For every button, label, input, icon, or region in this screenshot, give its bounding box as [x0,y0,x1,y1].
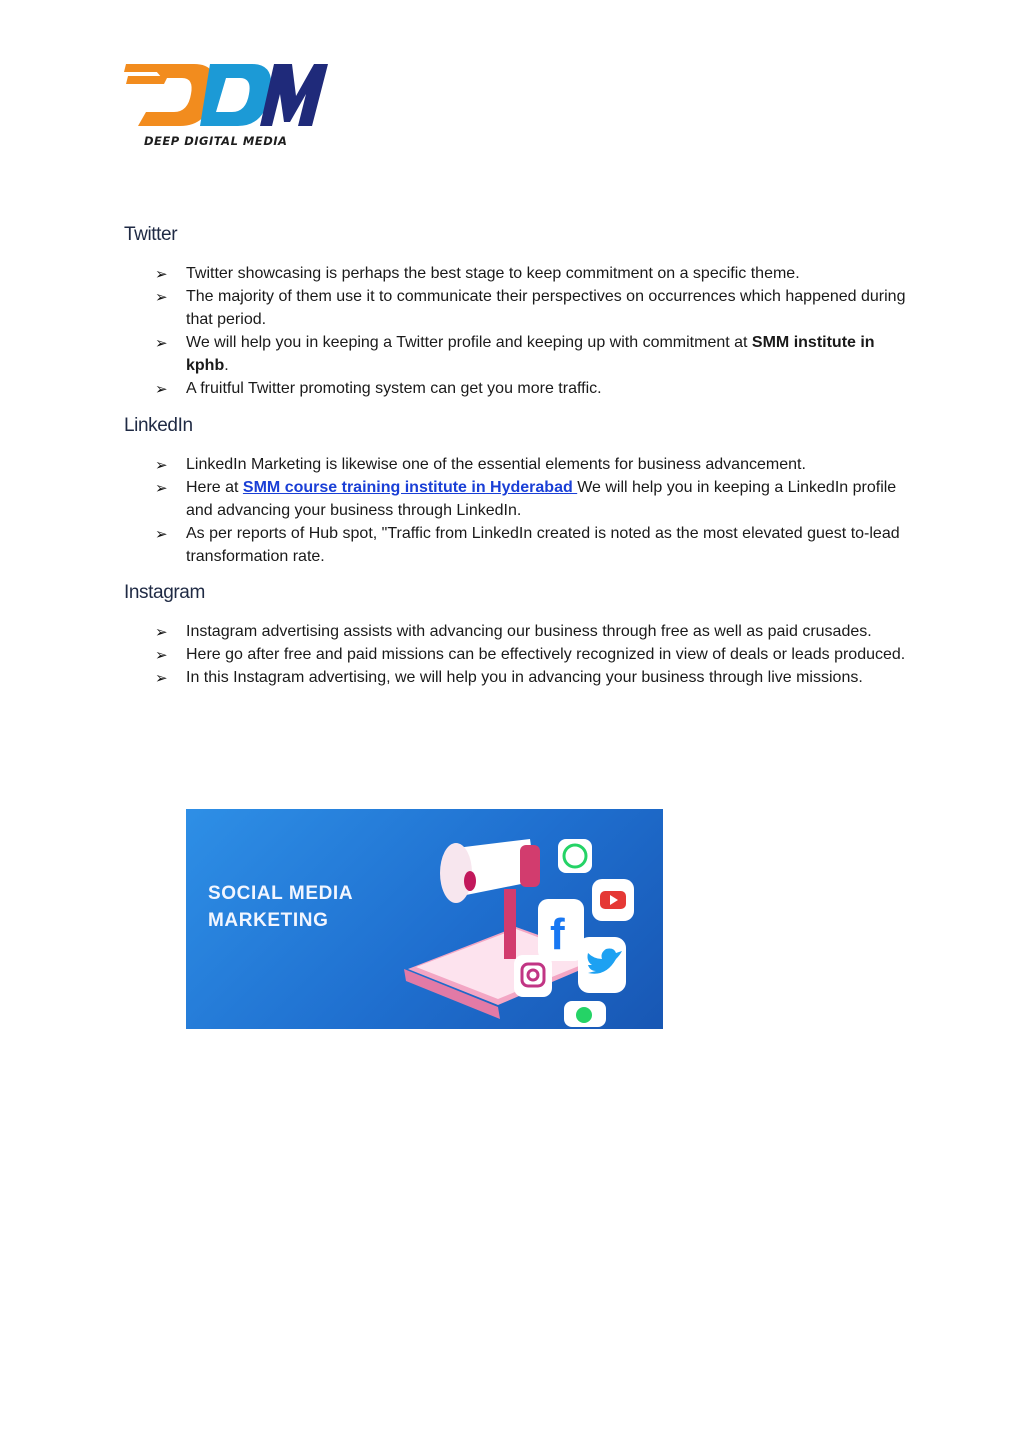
arrow-bullet-icon: ➢ [155,480,168,497]
heading-instagram: Instagram [124,582,205,603]
item-text: We will help you in keeping a Twitter profile and keeping up with commitment at [186,334,752,351]
ddm-logo [124,60,330,152]
banner-illustration [186,809,663,1029]
list-item [155,620,915,643]
arrow-bullet-icon: ➢ [155,335,168,352]
item-text: Twitter showcasing is perhaps the best stage to keep commitment on a specific theme. [186,265,800,282]
logo-wordmark: DEEP DIGITAL MEDIA [144,134,288,148]
heading-twitter: Twitter [124,224,178,245]
whatsapp-small-icon [564,1001,606,1027]
item-text: Instagram advertising assists with advancing our business through free as well as paid crusades. [186,623,872,640]
item-text: . [224,357,229,374]
list-item [155,331,915,377]
arrow-bullet-icon: ➢ [155,266,168,283]
instagram-icon [514,955,552,997]
whatsapp-icon [558,839,592,873]
item-text: The majority of them use it to communicate their perspectives on occurrences which happened during that period. [186,288,906,328]
arrow-bullet-icon: ➢ [155,624,168,641]
ddm-logo-mark [124,60,330,132]
list-item [155,476,915,522]
arrow-bullet-icon: ➢ [155,670,168,687]
svg-text:f: f [550,910,565,959]
social-media-marketing-banner [186,809,663,1029]
list-item [155,522,915,568]
item-text: Here go after free and paid missions can be effectively recognized in view of deals or leads produced. [186,646,906,663]
arrow-bullet-icon: ➢ [155,289,168,306]
instagram-list [155,620,915,689]
twitter-icon [578,937,626,993]
heading-linkedin: LinkedIn [124,415,193,436]
item-bold-text: SMM institute in kphb [186,334,875,374]
item-text: We will help you in keeping a LinkedIn profile and advancing your business through LinkedIn. [186,479,897,519]
list-item [155,262,915,285]
item-text: LinkedIn Marketing is likewise one of the essential elements for business advancement. [186,456,806,473]
twitter-list [155,262,915,400]
list-item [155,666,915,689]
list-item [155,377,915,400]
item-text: A fruitful Twitter promoting system can get you more traffic. [186,380,602,397]
banner-title: SOCIAL MEDIA MARKETING [208,883,353,931]
list-item [155,285,915,331]
arrow-bullet-icon: ➢ [155,381,168,398]
linkedin-list [155,453,915,568]
facebook-icon [538,899,584,961]
arrow-bullet-icon: ➢ [155,647,168,664]
item-text: Here at [186,479,243,496]
smm-course-link[interactable]: SMM course training institute in Hyderabad [242,479,578,496]
item-text: As per reports of Hub spot, "Traffic from LinkedIn created is noted as the most elevated guest to-lead transformation rate. [186,525,900,565]
arrow-bullet-icon: ➢ [155,526,168,543]
youtube-icon [592,879,634,921]
list-item [155,453,915,476]
item-text: In this Instagram advertising, we will help you in advancing your business through live missions. [186,669,863,686]
arrow-bullet-icon: ➢ [155,457,168,474]
list-item [155,643,915,666]
